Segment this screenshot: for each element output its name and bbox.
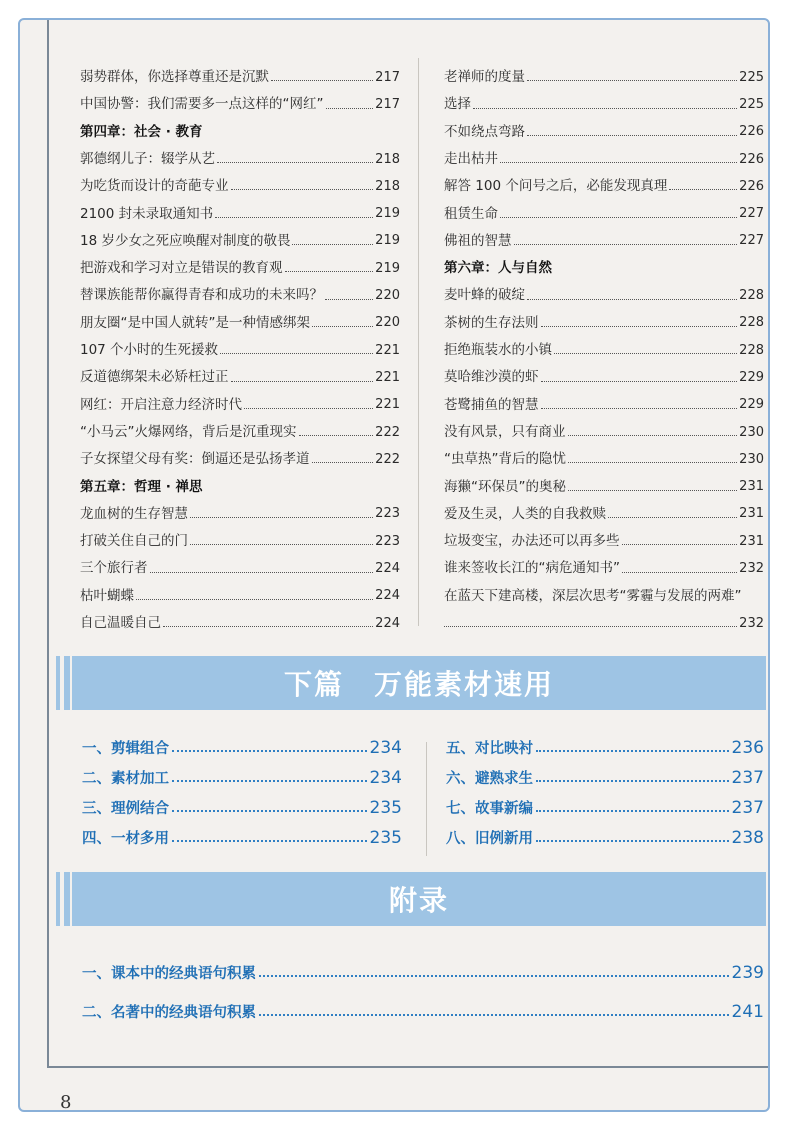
dot-leader: [285, 271, 374, 272]
toc-entry-page: 223: [375, 533, 400, 549]
dot-leader: [541, 381, 738, 382]
toc-entry-title: 郭德纲儿子：辍学从艺: [80, 151, 215, 167]
toc-entry-page: 227: [739, 233, 764, 249]
toc-entry-page: 220: [375, 315, 400, 331]
toc-entry-title: 龙血树的生存智慧: [80, 505, 188, 522]
toc-entry-title: 枯叶蝴蝶: [80, 587, 134, 604]
toc-entry-page: 227: [739, 206, 764, 222]
bottom-margin-rule: [47, 1066, 770, 1068]
toc-entry-title: 五、对比映衬: [446, 741, 533, 757]
dot-leader: [292, 244, 373, 245]
dot-leader: [568, 490, 737, 491]
toc-entry-page: 217: [375, 97, 400, 112]
toc-entry-title: 八、旧例新用: [446, 831, 533, 847]
toc-entry-page: 232: [739, 561, 764, 577]
toc-entry[interactable]: [444, 358, 764, 385]
toc-entry-page: 218: [375, 178, 400, 194]
toc-entry[interactable]: [444, 140, 764, 167]
toc-entry[interactable]: [444, 331, 764, 358]
toc-entry-page: 217: [375, 69, 400, 85]
toc-entry[interactable]: [444, 467, 764, 494]
toc-entry-page: 223: [375, 506, 400, 522]
toc-entry-page: 220: [375, 288, 400, 304]
book-page: [18, 18, 770, 1112]
toc-entry[interactable]: [444, 549, 764, 576]
dot-leader: [325, 299, 373, 300]
appendix-list: [82, 944, 764, 1022]
toc-entry[interactable]: [446, 758, 764, 788]
toc-entry[interactable]: [444, 276, 764, 303]
dot-leader: [541, 326, 738, 327]
toc-entry[interactable]: [80, 331, 400, 358]
method-list-right: [446, 728, 764, 848]
page-number: 8: [60, 1092, 72, 1112]
toc-entry-title: 苍鹭捕鱼的智慧: [444, 396, 539, 413]
toc-entry[interactable]: [82, 818, 402, 848]
toc-entry-title: 拒绝瓶装水的小镇: [444, 342, 552, 359]
toc-entry-page: 229: [739, 369, 764, 385]
toc-entry[interactable]: [80, 140, 400, 167]
toc-entry[interactable]: [446, 728, 764, 758]
dot-leader: [568, 435, 738, 436]
method-divider: [426, 742, 427, 856]
dot-leader: [220, 353, 373, 354]
toc-entry-title: 把游戏和学习对立是错误的教育观: [80, 260, 283, 277]
dot-leader: [190, 517, 373, 518]
toc-entry-title: 六、避熟求生: [446, 771, 533, 787]
toc-entry-page: 229: [739, 397, 764, 413]
method-list-left: [82, 728, 402, 848]
toc-entry[interactable]: [82, 728, 402, 758]
toc-entry[interactable]: [80, 440, 400, 467]
toc-entry-title: 18 岁少女之死应唤醒对制度的敬畏: [80, 232, 291, 249]
toc-entry-page: 221: [375, 342, 400, 358]
toc-entry[interactable]: [82, 983, 764, 1022]
toc-entry-title: 没有风景，只有商业: [444, 423, 566, 440]
column-divider: [418, 58, 419, 626]
toc-entry-page: 234: [369, 738, 402, 758]
toc-entry-page: 241: [731, 1002, 764, 1022]
toc-entry[interactable]: [80, 549, 400, 576]
toc-entry-title: 三个旅行者: [80, 560, 148, 577]
toc-entry-title: 垃圾变宝，办法还可以再多些: [444, 533, 620, 550]
toc-entry-page: 235: [369, 798, 402, 818]
toc-entry-title: 2100 封未录取通知书: [80, 205, 214, 222]
toc-entry[interactable]: [444, 386, 764, 413]
toc-entry[interactable]: [80, 58, 400, 85]
toc-entry-title: 三、理例结合: [82, 801, 169, 817]
toc-entry-page: 219: [375, 260, 400, 276]
toc-entry-title: 二、名著中的经典语句积累: [82, 1005, 256, 1021]
dot-leader: [500, 162, 737, 163]
toc-entry-title: 海獭“环保员”的奥秘: [444, 478, 566, 495]
toc-entry[interactable]: [80, 85, 400, 112]
dot-leader: [536, 810, 729, 812]
toc-entry-title: 四、一材多用: [82, 831, 169, 847]
dot-leader: [541, 408, 738, 409]
toc-entry-title: 自己温暖自己: [80, 615, 161, 632]
toc-entry-page: 239: [731, 963, 764, 983]
toc-entry-title: 莫哈维沙漠的虾: [444, 369, 539, 386]
toc-entry-page: 234: [369, 768, 402, 788]
toc-entry[interactable]: [446, 818, 764, 848]
toc-entry-page: 225: [739, 69, 764, 85]
dot-leader: [554, 353, 737, 354]
dot-leader: [312, 326, 373, 327]
toc-entry[interactable]: [80, 604, 400, 631]
dot-leader: [527, 80, 737, 81]
toc-entry-page: 230: [739, 424, 764, 440]
dot-leader: [136, 599, 373, 600]
dot-leader: [217, 162, 373, 163]
toc-entry-title: 中国协警：我们需要多一点这样的“网红”: [80, 96, 324, 113]
toc-entry-title: 麦叶蜂的破绽: [444, 287, 525, 304]
toc-entry-title: 弱势群体，你选择尊重还是沉默: [80, 69, 269, 86]
toc-entry-page: 226: [739, 178, 764, 194]
toc-entry[interactable]: [80, 276, 400, 303]
toc-entry-page: 221: [375, 369, 400, 385]
dot-leader: [514, 244, 738, 245]
dot-leader: [622, 572, 737, 573]
left-margin-rule: [47, 20, 49, 1068]
toc-entry-title: 打破关住自己的门: [80, 533, 188, 550]
toc-entry[interactable]: [444, 440, 764, 467]
toc-entry-page: 218: [375, 151, 400, 167]
toc-entry-title: 替课族能帮你赢得青春和成功的未来吗？: [80, 287, 323, 304]
toc-entry[interactable]: [80, 577, 400, 604]
toc-entry[interactable]: [80, 495, 400, 522]
dot-leader: [190, 544, 373, 545]
dot-leader: [231, 189, 374, 190]
toc-entry-title: 茶树的生存法则: [444, 314, 539, 331]
toc-entry-title: 租赁生命: [444, 205, 498, 222]
toc-entry-page: 226: [739, 151, 764, 167]
toc-entry[interactable]: [444, 113, 764, 140]
dot-leader: [444, 626, 737, 627]
toc-entry-page: 228: [739, 342, 764, 358]
toc-entry[interactable]: [444, 194, 764, 221]
dot-leader: [172, 750, 367, 752]
dot-leader: [527, 135, 737, 136]
dot-leader: [172, 810, 367, 812]
toc-entry-page: 225: [739, 97, 764, 112]
dot-leader: [259, 975, 729, 977]
chapter-heading: 第六章：人与自然: [444, 260, 552, 277]
toc-left-column: [80, 58, 400, 631]
toc-entry-page: 224: [375, 588, 400, 604]
dot-leader: [312, 462, 374, 463]
toc-entry[interactable]: [444, 522, 764, 549]
toc-entry[interactable]: [446, 788, 764, 818]
toc-entry[interactable]: [80, 358, 400, 385]
dot-leader: [473, 108, 737, 109]
toc-entry-page: 222: [375, 424, 400, 440]
toc-entry-title: “虫草热”背后的隐忧: [444, 451, 566, 468]
toc-entry-title: 不如绕点弯路: [444, 123, 525, 140]
toc-entry-title: 七、故事新编: [446, 801, 533, 817]
toc-entry[interactable]: [80, 386, 400, 413]
toc-entry-title: 107 个小时的生死援救: [80, 342, 219, 359]
toc-entry-title: 在蓝天下建高楼，深层次思考“雾霾与发展的两难”: [444, 587, 742, 604]
dot-leader: [536, 750, 729, 752]
toc-entry-page: 224: [375, 615, 400, 631]
toc-right-column: [444, 58, 764, 631]
toc-entry-page: 232: [739, 616, 764, 632]
dot-leader: [163, 626, 373, 627]
toc-entry-page: 237: [731, 798, 764, 818]
toc-entry[interactable]: [80, 413, 400, 440]
toc-entry-title: “小马云”火爆网络，背后是沉重现实: [80, 423, 297, 440]
toc-entry-title: 二、素材加工: [82, 771, 169, 787]
toc-entry-title: 子女探望父母有奖：倒逼还是弘扬孝道: [80, 451, 310, 468]
toc-entry[interactable]: [80, 222, 400, 249]
dot-leader: [500, 217, 737, 218]
section-banner-title: 下篇 万能素材速用: [283, 668, 554, 701]
toc-entry[interactable]: [80, 167, 400, 194]
dot-leader: [536, 780, 729, 782]
toc-entry-title: 一、课本中的经典语句积累: [82, 966, 256, 982]
toc-entry-title: 朋友圈“是中国人就转”是一种情感绑架: [80, 314, 310, 331]
toc-entry[interactable]: [82, 788, 402, 818]
toc-entry[interactable]: [444, 495, 764, 522]
toc-entry-page: 228: [739, 288, 764, 304]
dot-leader: [669, 189, 737, 190]
toc-entry[interactable]: [444, 222, 764, 249]
dot-leader: [608, 517, 737, 518]
dot-leader: [326, 108, 374, 109]
toc-entry-title: 佛祖的智慧: [444, 232, 512, 249]
section-banner-appendix: [72, 872, 766, 926]
toc-entry-title: 解答 100 个问号之后，必能发现真理: [444, 178, 668, 195]
toc-entry-page: 231: [739, 479, 764, 495]
toc-entry-page: 235: [369, 828, 402, 848]
dot-leader: [172, 840, 367, 842]
toc-entry[interactable]: [444, 304, 764, 331]
toc-entry-title: 谁来签收长江的“病危通知书”: [444, 560, 620, 577]
dot-leader: [568, 462, 737, 463]
dot-leader: [536, 840, 729, 842]
toc-entry-page: 224: [375, 561, 400, 577]
toc-entry-title: 爱及生灵，人类的自我救赎: [444, 505, 606, 522]
dot-leader: [259, 1014, 729, 1016]
dot-leader: [172, 780, 367, 782]
toc-entry[interactable]: [80, 304, 400, 331]
dot-leader: [299, 435, 374, 436]
dot-leader: [622, 544, 738, 545]
toc-entry-page: 231: [739, 533, 764, 549]
toc-entry-page: 219: [375, 206, 400, 222]
toc-entry-page: 219: [375, 233, 400, 249]
toc-entry[interactable]: [80, 249, 400, 276]
toc-entry-page: 236: [731, 738, 764, 758]
toc-entry[interactable]: [444, 167, 764, 194]
toc-entry-page: 222: [375, 451, 400, 467]
dot-leader: [271, 80, 373, 81]
toc-entry-continuation: [444, 604, 764, 631]
toc-entry-page: 238: [731, 828, 764, 848]
toc-entry-page: 237: [731, 768, 764, 788]
toc-entry-title: 为吃货而设计的奇葩专业: [80, 178, 229, 195]
toc-entry-page: 221: [375, 397, 400, 413]
toc-entry[interactable]: [80, 194, 400, 221]
toc-entry[interactable]: [444, 58, 764, 85]
dot-leader: [231, 381, 374, 382]
chapter-heading: 第五章：哲理 · 禅思: [80, 478, 203, 495]
dot-leader: [215, 217, 373, 218]
toc-entry[interactable]: [82, 944, 764, 983]
toc-entry-title: 走出枯井: [444, 151, 498, 167]
dot-leader: [150, 572, 374, 573]
dot-leader: [527, 299, 737, 300]
toc-entry-title: 反道德绑架未必矫枉过正: [80, 369, 229, 386]
dot-leader: [244, 408, 373, 409]
toc-entry[interactable]: [82, 758, 402, 788]
toc-entry[interactable]: [444, 85, 764, 112]
toc-entry[interactable]: [80, 522, 400, 549]
toc-entry-title: 一、剪辑组合: [82, 741, 169, 757]
toc-entry-page: 231: [739, 506, 764, 522]
section-banner-part-two: [72, 656, 766, 710]
toc-entry[interactable]: [444, 577, 764, 604]
toc-entry-title: 网红：开启注意力经济时代: [80, 396, 242, 413]
toc-entry-page: 226: [739, 124, 764, 140]
toc-entry-page: 230: [739, 451, 764, 467]
chapter-heading: 第四章：社会 · 教育: [80, 123, 203, 140]
toc-entry[interactable]: [444, 413, 764, 440]
toc-entry-title: 老禅师的度量: [444, 69, 525, 86]
appendix-banner-title: 附录: [388, 884, 449, 917]
toc-entry-page: 228: [739, 315, 764, 331]
toc-entry-title: 选择: [444, 96, 471, 113]
